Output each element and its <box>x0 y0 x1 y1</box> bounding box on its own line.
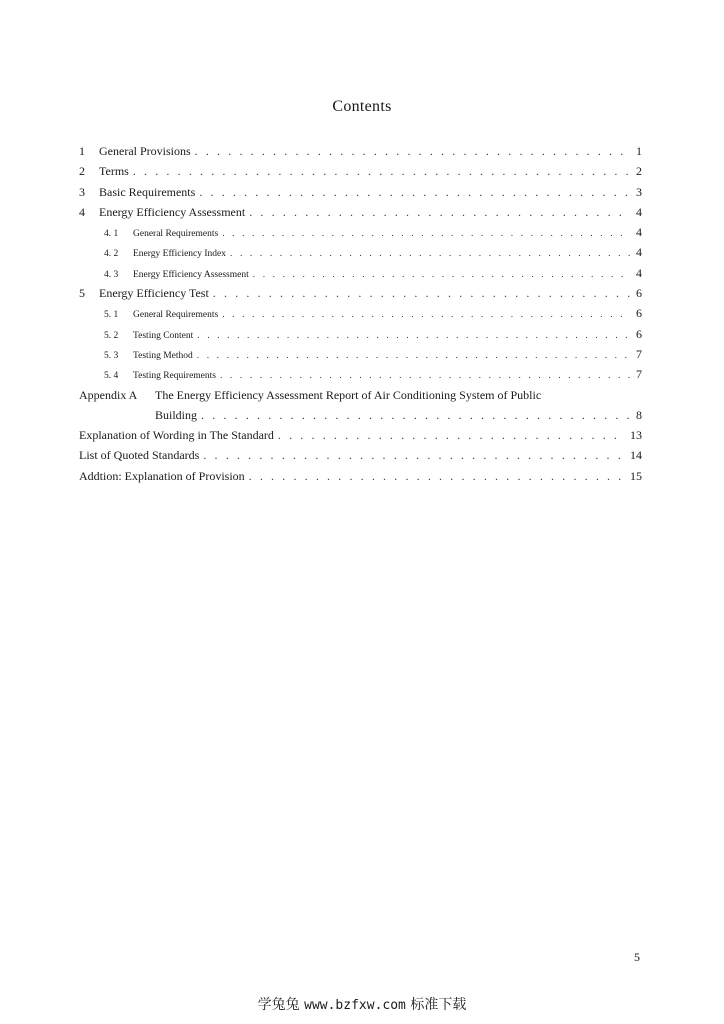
toc-entry-label: Explanation of Wording in The Standard <box>79 428 274 443</box>
toc-entry-label: General Requirements <box>133 229 219 240</box>
dot-leader <box>197 346 630 366</box>
dot-leader <box>213 283 630 303</box>
toc-entry-number: 5. 4 <box>104 371 119 382</box>
toc-entry-label: Energy Efficiency Index <box>133 249 227 260</box>
toc-entry-label: Energy Efficiency Test <box>99 286 209 301</box>
toc-backmatter-entry[interactable] <box>79 466 642 486</box>
toc-entry-number: 5 <box>79 286 85 301</box>
dot-leader <box>195 141 630 161</box>
toc-entry-label: Testing Content <box>133 330 194 341</box>
dot-leader <box>278 425 626 445</box>
toc-entry-number: 5. 1 <box>104 310 119 321</box>
footer-tagline: 标准下载 <box>410 997 467 1013</box>
footer-site-name: 学兔兔 <box>257 997 300 1013</box>
dot-leader <box>220 366 630 386</box>
toc-entry-number: 4. 1 <box>104 229 119 240</box>
toc-entry[interactable] <box>79 283 642 303</box>
toc-entry-page: 6 <box>636 286 642 301</box>
toc-entry-number: 4. 3 <box>104 269 119 280</box>
dot-leader <box>222 305 630 325</box>
toc-entry-label: Energy Efficiency Assessment <box>99 204 246 219</box>
dot-leader <box>199 182 630 202</box>
toc-entry-page: 6 <box>636 306 642 321</box>
toc-subentry[interactable] <box>79 324 642 344</box>
toc-subentry[interactable] <box>79 344 642 364</box>
page-title: Contents <box>332 98 392 115</box>
toc-entry-page: 14 <box>630 448 642 463</box>
toc-entry-number: 3 <box>79 184 85 199</box>
toc-entry[interactable] <box>79 182 642 202</box>
toc-backmatter-entry[interactable] <box>79 425 642 445</box>
toc-appendix-label-line1: The Energy Efficiency Assessment Report of Air Conditioning System of Public <box>155 387 542 402</box>
toc-subentry[interactable] <box>79 364 642 384</box>
toc-appendix-label-line2: Building <box>155 407 198 422</box>
dot-leader <box>249 466 626 486</box>
toc-entry-number: 4. 2 <box>104 249 119 260</box>
dot-leader <box>133 161 630 181</box>
toc-entry-page: 4 <box>636 204 642 219</box>
toc-entry-page: 1 <box>636 144 642 158</box>
watermark-footer <box>0 994 724 1014</box>
toc-entry-label: Addtion: Explanation of Provision <box>79 468 245 483</box>
toc-entry-number: 4 <box>79 204 85 219</box>
toc-entry-page: 8 <box>636 407 642 422</box>
toc-entry-number: 5. 2 <box>104 330 119 341</box>
table-of-contents <box>79 141 642 486</box>
toc-entry-page: 3 <box>636 184 642 199</box>
toc-entry[interactable] <box>79 202 642 222</box>
toc-entry-label: General Provisions <box>99 144 191 158</box>
toc-subentry[interactable] <box>79 303 642 323</box>
toc-entry-page: 7 <box>636 346 642 361</box>
toc-appendix-continuation[interactable] <box>79 405 642 425</box>
toc-entry-label: Basic Requirements <box>99 184 196 199</box>
toc-entry[interactable] <box>79 141 642 161</box>
toc-subentry[interactable] <box>79 263 642 283</box>
footer-url[interactable]: www.bzfxw.com <box>304 998 406 1013</box>
toc-entry-page: 4 <box>636 225 642 240</box>
toc-entry-label: Terms <box>99 164 129 179</box>
toc-entry-label: General Requirements <box>133 310 219 321</box>
toc-entry-label: Testing Requirements <box>133 371 216 382</box>
toc-entry-label: List of Quoted Standards <box>79 448 200 463</box>
toc-entry-label: Energy Efficiency Assessment <box>133 269 249 280</box>
dot-leader <box>203 445 626 465</box>
dot-leader <box>222 224 630 244</box>
toc-entry-page: 13 <box>630 428 642 443</box>
dot-leader <box>230 244 630 264</box>
toc-entry[interactable] <box>79 161 642 181</box>
toc-entry-number: 1 <box>79 144 85 158</box>
toc-entry-page: 4 <box>636 265 642 280</box>
toc-entry-page: 2 <box>636 164 642 179</box>
toc-entry-number: 5. 3 <box>104 350 119 361</box>
toc-entry-page: 15 <box>630 468 642 483</box>
toc-entry-page: 7 <box>636 367 642 382</box>
toc-entry-number: 2 <box>79 164 85 179</box>
toc-subentry[interactable] <box>79 242 642 262</box>
toc-entry-label: Testing Method <box>133 350 193 361</box>
dot-leader <box>253 265 630 285</box>
toc-backmatter-entry[interactable] <box>79 445 642 465</box>
toc-appendix-number: Appendix A <box>79 387 138 402</box>
toc-subentry[interactable] <box>79 222 642 242</box>
dot-leader <box>249 202 630 222</box>
toc-entry-page: 6 <box>636 326 642 341</box>
toc-appendix-entry[interactable] <box>79 385 642 405</box>
page-number: 5 <box>634 950 640 964</box>
dot-leader <box>201 405 630 425</box>
toc-entry-page: 4 <box>636 245 642 260</box>
dot-leader <box>197 326 630 346</box>
